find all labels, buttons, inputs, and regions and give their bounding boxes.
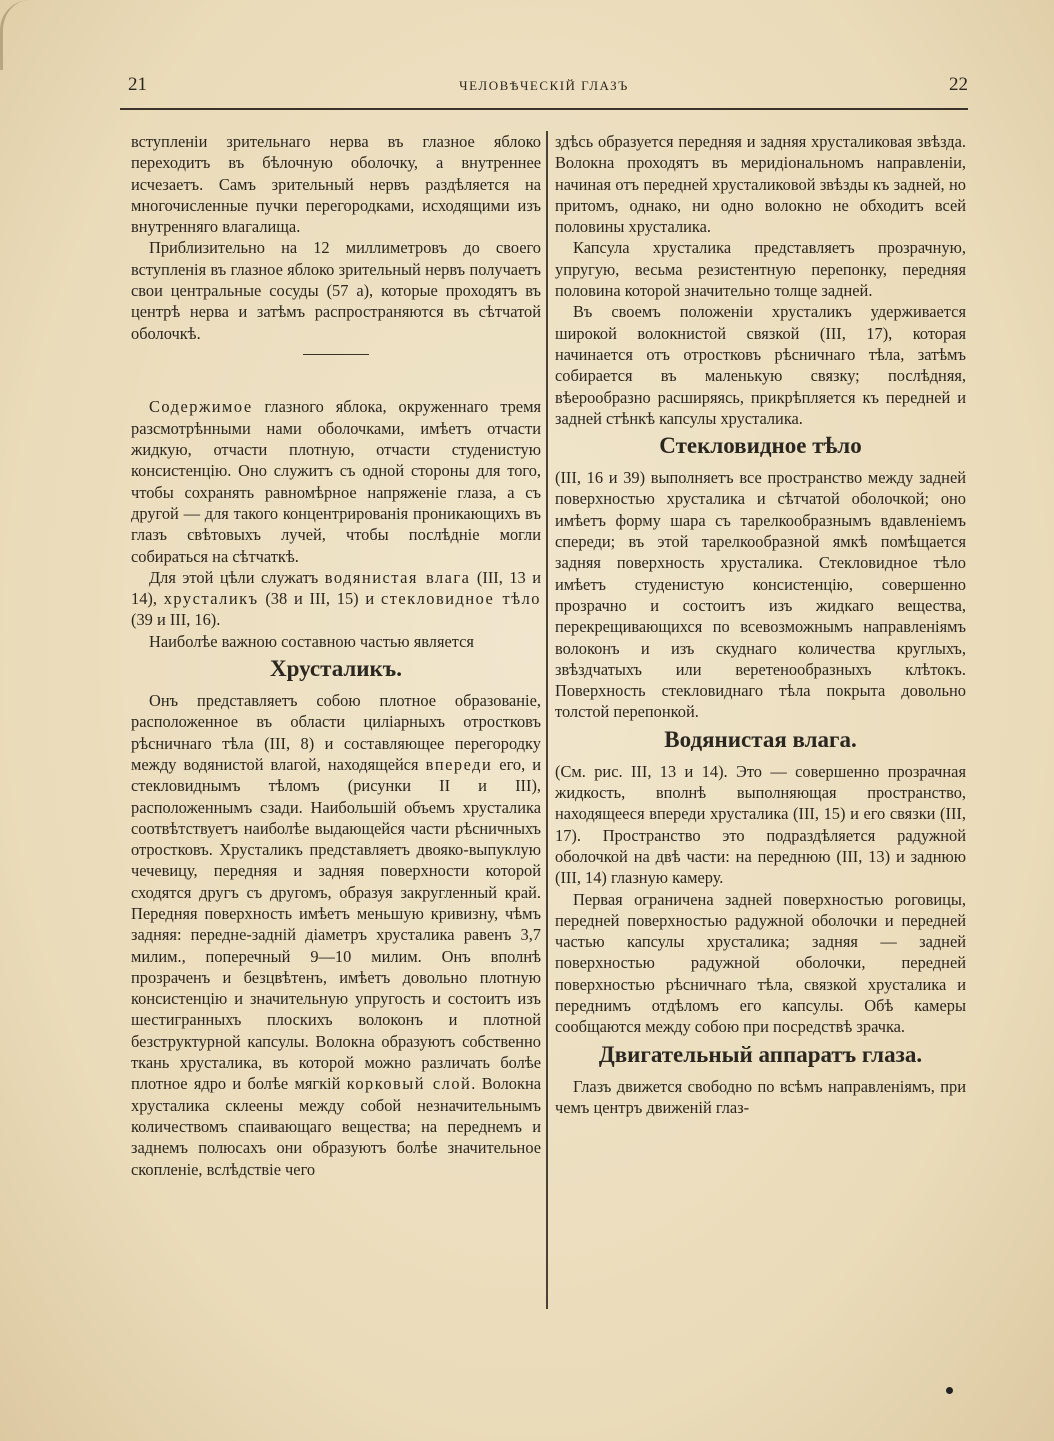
paragraph-text: глазного яблока, окруженнаго тремя разсмотрѣнными нами оболочками, имѣетъ отчасти жидкую, отчасти плотную, отчасти студенистую консистенцію. Оно служитъ съ одной стороны для того, чтобы сохранять равномѣрное напряженіе глаза, а съ другой — для такого концентрированія проникающихъ въ глазъ свѣтовыхъ лучей, чтобы послѣдніе могли собираться на сѣтчаткѣ. bbox=[131, 397, 541, 566]
emphasis: водянистая влага bbox=[324, 567, 471, 587]
page-number-left: 21 bbox=[128, 74, 147, 95]
paragraph bbox=[131, 567, 541, 631]
header-rule bbox=[120, 108, 968, 110]
running-header bbox=[120, 74, 968, 102]
section-heading: Двигательный аппаратъ глаза. bbox=[598, 1041, 923, 1067]
right-column bbox=[555, 131, 966, 1118]
page-number-right: 22 bbox=[949, 74, 968, 95]
paragraph: здѣсь образуется передняя и задняя хрусталиковая звѣзда. Волокна проходятъ въ меридіональномъ направленіи, начиная отъ передней хрусталиковой звѣзды къ задней, но притомъ, однако, ни одно волокно не обходитъ всей половины хрусталика. bbox=[555, 132, 966, 237]
section-heading: Стекловидное тѣло bbox=[659, 433, 862, 459]
paragraph-text: Для этой цѣли служатъ bbox=[149, 567, 325, 587]
paragraph: Въ своемъ положеніи хрусталикъ удерживается широкой волокнистой связкой (III, 17), которая начинается отъ отростковъ рѣсничнаго тѣла, затѣмъ собирается въ маленькую связку; послѣдняя, вѣерообразно расширяясь, прикрѣпляется къ передней и задней стѣнкѣ капсулы хрусталика. bbox=[555, 302, 966, 428]
running-title: ЧЕЛОВѢЧЕСКІЙ ГЛАЗЪ bbox=[459, 78, 629, 93]
paragraph-text: . Волокна хрусталика склеены между собой незначительнымъ количествомъ спаивающаго вещества; на переднемъ и заднемъ полюсахъ они образуютъ болѣе значительное скопленіе, вслѣдствіе чего bbox=[131, 1074, 541, 1179]
ink-spot bbox=[946, 1387, 953, 1394]
paragraph: (III, 16 и 39) выполняетъ все пространство между задней поверхностью хрусталика и сѣтчатой оболочкой; оно имѣетъ форму шара съ тарелкообразнымъ вдавленіемъ спереди; въ этой тарелкообразной ямкѣ помѣщается задняя поверхность хрусталика. Стекловидное тѣло имѣетъ студенистую консистенцію, совершенно прозрачно и состоитъ изъ жидкаго вещества, перекрещивающихся по всевозможнымъ направленіямъ волоконъ и изъ скуднаго количества круглыхъ, звѣздчатыхъ или веретенообразныхъ клѣтокъ. Поверхность стекловиднаго тѣла покрыта довольно толстой перепонкой. bbox=[555, 468, 966, 722]
emphasis: впереди bbox=[425, 754, 493, 774]
section-separator bbox=[303, 354, 369, 356]
paragraph-text: Онъ представляетъ собою плотное образованіе, расположенное въ области циліарныхъ отростковъ рѣсничнаго тѣла (III, 8) и составляющее перегородку между водянистой влагой, находящейся bbox=[131, 691, 541, 774]
paragraph bbox=[131, 690, 541, 1180]
paragraph: Наиболѣе важною составною частью является bbox=[149, 631, 474, 651]
paragraph-text: его, и стекловиднымъ тѣломъ (рисунки II и III), расположеннымъ сзади. Наибольшій объемъ хрусталика соотвѣтствуетъ наиболѣе выдающейся части рѣсничныхъ отростковъ. Хрусталикъ представляетъ двояко-выпуклую чечевицу, передняя и задняя поверхности которой сходятся другъ съ другомъ, образуя закругленный край. Передняя поверхность имѣетъ меньшую кривизну, чѣмъ задняя: передне-задній діаметръ хрусталика равенъ 3,7 милим., поперечный 9—10 милим. Онъ вполнѣ прозраченъ и безцвѣтенъ, имѣетъ довольно плотную консистенцію и значительную упругость и состоитъ изъ шестигранныхъ плоскихъ волоконъ и плотной безструктурной капсулы. Волокна образуютъ собственно ткань хрусталика, въ которой можно различать болѣе плотное ядро и болѣе мягкій bbox=[131, 754, 541, 1094]
left-column bbox=[131, 131, 541, 1180]
paragraph-text: (39 и III, 16). bbox=[131, 610, 221, 630]
section-heading: Хрусталикъ. bbox=[270, 656, 402, 682]
paragraph: вступленіи зрительнаго нерва въ глазное яблоко переходитъ въ бѣлочную оболочку, а внутреннее исчезаетъ. Самъ зрительный нервъ раздѣляется на многочисленные пучки перегородками, исходящими изъ внутренняго влагалища. bbox=[131, 132, 541, 237]
paragraph: Глазъ движется свободно по всѣмъ направленіямъ, при чемъ центръ движеній глаз- bbox=[555, 1076, 966, 1117]
paragraph: Приблизительно на 12 миллиметровъ до своего вступленія въ глазное яблоко зрительный нервъ получаетъ свои центральные сосуды (57 а), которые проходятъ въ центрѣ нерва и затѣмъ распространяются въ сѣтчатой оболочкѣ. bbox=[131, 238, 541, 343]
emphasis: стекловидное тѣло bbox=[380, 589, 541, 609]
paragraph: Капсула хрусталика представляетъ прозрачную, упругую, весьма резистентную перепонку, передняя половина которой значительно толще задней. bbox=[555, 238, 966, 301]
paragraph-text: (III, 13 и 14), bbox=[131, 567, 542, 609]
paragraph: Первая ограничена задней поверхностью роговицы, передней поверхностью радужной оболочки и передней частью капсулы хрусталика; задняя — задней поверхностью радужной оболочки, передней поверхностью рѣсничнаго тѣла, связкой хрусталика и переднимъ отдѣломъ его капсулы. Обѣ камеры сообщаются между собою при посредствѣ зрачка. bbox=[555, 889, 966, 1037]
column-divider bbox=[546, 131, 548, 1309]
paragraph-text: (38 и III, 15) и bbox=[258, 589, 381, 609]
emphasis: корковый слой bbox=[346, 1074, 472, 1094]
emphasis: Содержимое bbox=[149, 397, 253, 417]
emphasis: хрусталикъ bbox=[163, 589, 259, 609]
section-heading: Водянистая влага. bbox=[664, 726, 857, 752]
paragraph: (См. рис. III, 13 и 14). Это — совершенно прозрачная жидкость, вполнѣ выполняющая пространство, находящееся впереди хрусталика (III, 15) и его связки (III, 17). Пространство это подраздѣляется радужной оболочкой на двѣ части: на переднюю (III, 13) и заднюю (III, 14) глазную камеру. bbox=[555, 761, 966, 888]
paragraph bbox=[131, 396, 541, 566]
